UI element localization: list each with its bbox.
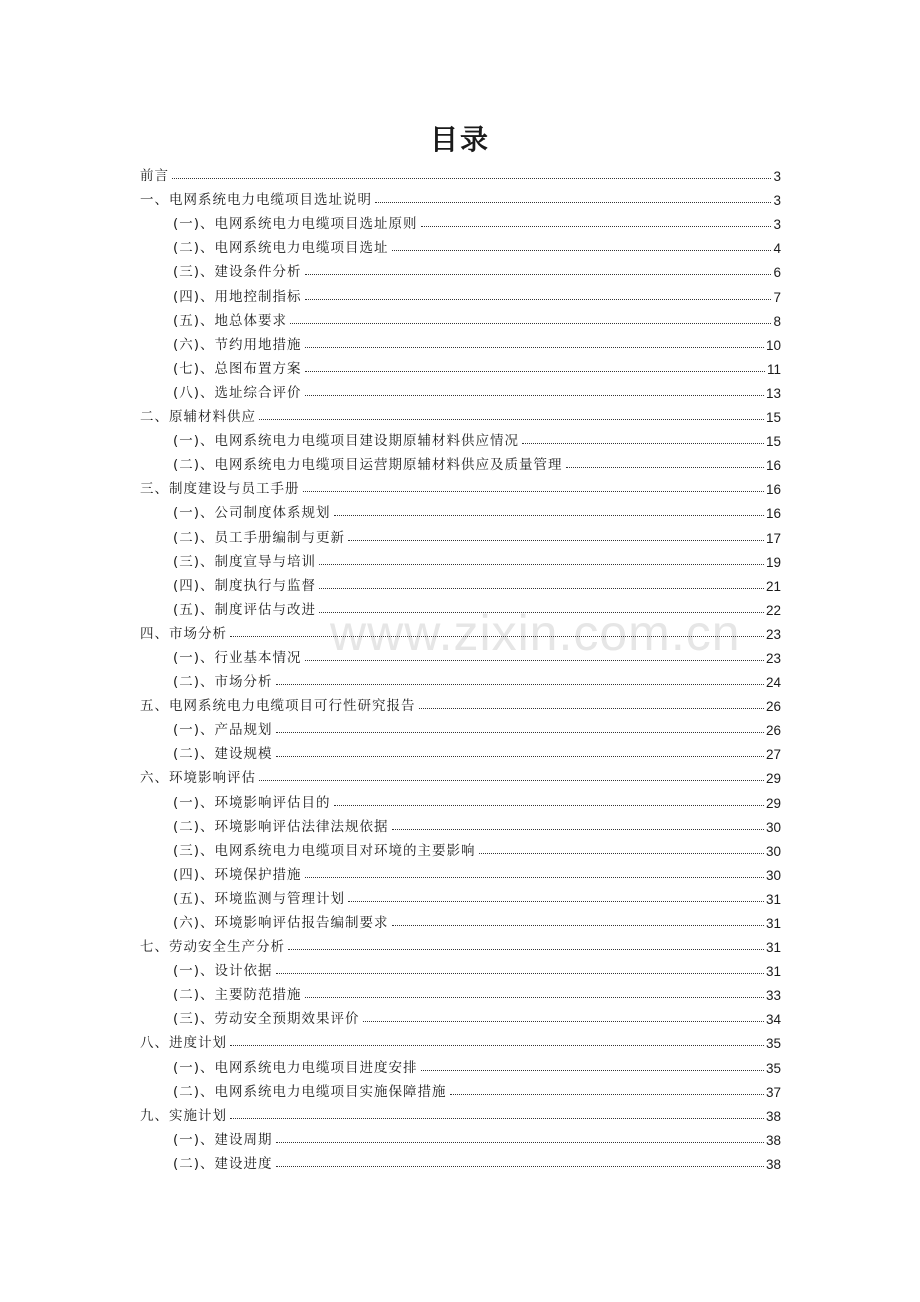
toc-entry[interactable] — [140, 1148, 781, 1172]
toc-entry-label: (二)、建设规模 — [173, 746, 273, 763]
toc-entry[interactable] — [140, 280, 781, 304]
toc-entry[interactable] — [140, 1076, 781, 1100]
toc-entry[interactable] — [140, 473, 781, 497]
toc-page-number: 30 — [765, 867, 781, 883]
toc-entry[interactable] — [140, 979, 781, 1003]
toc-entry-label: (三)、制度宣导与培训 — [173, 553, 317, 570]
toc-leader-dots — [334, 805, 764, 806]
toc-page-number: 22 — [765, 602, 781, 618]
toc-entry[interactable] — [140, 184, 781, 208]
toc-entry-label: (四)、用地控制指标 — [173, 288, 302, 305]
toc-page-number: 24 — [765, 675, 781, 691]
toc-leader-dots — [566, 467, 764, 468]
toc-page-number: 35 — [765, 1060, 781, 1076]
toc-page-number: 31 — [765, 964, 781, 980]
toc-entry-label: (七)、总图布置方案 — [173, 360, 302, 377]
toc-leader-dots — [392, 250, 772, 251]
toc-entry-label: (二)、电网系统电力电缆项目选址 — [173, 240, 389, 257]
toc-leader-dots — [319, 588, 764, 589]
toc-page-number: 16 — [765, 482, 781, 498]
watermark: www.zixin.com.cn — [330, 605, 741, 661]
toc-page-number: 29 — [765, 771, 781, 787]
toc-leader-dots — [303, 491, 764, 492]
toc-entry-label: (一)、电网系统电力电缆项目建设期原辅材料供应情况 — [173, 433, 520, 450]
toc-entry[interactable] — [140, 570, 781, 594]
toc-entry[interactable] — [140, 449, 781, 473]
toc-entry-label: 二、原辅材料供应 — [140, 409, 256, 426]
toc-page-number: 11 — [766, 361, 781, 377]
toc-entry[interactable] — [140, 618, 781, 642]
table-of-contents — [140, 160, 781, 1172]
toc-entry-label: (三)、电网系统电力电缆项目对环境的主要影响 — [173, 842, 476, 859]
toc-entry[interactable] — [140, 1124, 781, 1148]
toc-entry[interactable] — [140, 714, 781, 738]
toc-entry-label: (二)、电网系统电力电缆项目实施保障措施 — [173, 1083, 447, 1100]
toc-page-number: 26 — [765, 723, 781, 739]
toc-leader-dots — [450, 1094, 764, 1095]
toc-entry[interactable] — [140, 690, 781, 714]
toc-entry[interactable] — [140, 642, 781, 666]
toc-entry[interactable] — [140, 377, 781, 401]
toc-page-number: 30 — [765, 819, 781, 835]
toc-entry-label: 三、制度建设与员工手册 — [140, 481, 300, 498]
toc-leader-dots — [419, 708, 764, 709]
toc-entry[interactable] — [140, 160, 781, 184]
toc-entry-label: 前言 — [140, 168, 169, 185]
toc-page-number: 21 — [765, 578, 781, 594]
page-title: 目录 — [429, 123, 490, 156]
toc-leader-dots — [305, 660, 764, 661]
toc-leader-dots — [230, 1045, 764, 1046]
toc-leader-dots — [319, 564, 764, 565]
toc-entry-label: (一)、电网系统电力电缆项目进度安排 — [173, 1059, 418, 1076]
toc-entry[interactable] — [140, 1003, 781, 1027]
toc-entry-label: (一)、产品规划 — [173, 722, 273, 739]
toc-leader-dots — [375, 202, 771, 203]
toc-leader-dots — [421, 226, 772, 227]
toc-entry[interactable] — [140, 1100, 781, 1124]
toc-entry-label: (四)、制度执行与监督 — [173, 577, 317, 594]
toc-entry[interactable] — [140, 594, 781, 618]
toc-entry[interactable] — [140, 521, 781, 545]
toc-leader-dots — [522, 443, 764, 444]
toc-page-number: 37 — [765, 1084, 781, 1100]
toc-entry-label: (四)、环境保护措施 — [173, 866, 302, 883]
toc-leader-dots — [276, 1166, 764, 1167]
toc-entry[interactable] — [140, 762, 781, 786]
toc-entry[interactable] — [140, 353, 781, 377]
toc-entry-label: (二)、主要防范措施 — [173, 987, 302, 1004]
toc-page-number: 8 — [773, 313, 781, 329]
toc-entry-label: 九、实施计划 — [140, 1107, 227, 1124]
toc-leader-dots — [334, 515, 764, 516]
toc-page-number: 6 — [773, 265, 781, 281]
toc-page-number: 13 — [765, 385, 781, 401]
toc-entry-label: 四、市场分析 — [140, 625, 227, 642]
toc-page-number: 31 — [765, 891, 781, 907]
toc-leader-dots — [392, 829, 764, 830]
toc-page-number: 15 — [765, 410, 781, 426]
toc-entry[interactable] — [140, 1027, 781, 1051]
toc-entry-label: (一)、电网系统电力电缆项目选址原则 — [173, 216, 418, 233]
toc-page-number: 30 — [765, 843, 781, 859]
toc-entry-label: 七、劳动安全生产分析 — [140, 939, 285, 956]
toc-page-number: 16 — [765, 458, 781, 474]
toc-entry[interactable] — [140, 208, 781, 232]
toc-entry-label: 一、电网系统电力电缆项目选址说明 — [140, 192, 372, 209]
toc-page-number: 35 — [765, 1036, 781, 1052]
toc-page-number: 34 — [765, 1012, 781, 1028]
toc-leader-dots — [276, 973, 764, 974]
toc-entry[interactable] — [140, 931, 781, 955]
toc-entry[interactable] — [140, 955, 781, 979]
toc-leader-dots — [305, 877, 764, 878]
toc-leader-dots — [305, 997, 764, 998]
toc-leader-dots — [319, 612, 764, 613]
toc-page-number: 4 — [773, 241, 781, 257]
toc-entry-label: (一)、公司制度体系规划 — [173, 505, 331, 522]
toc-entry[interactable] — [140, 425, 781, 449]
toc-page-number: 38 — [765, 1156, 781, 1172]
toc-entry[interactable] — [140, 401, 781, 425]
toc-entry-label: (二)、建设进度 — [173, 1155, 273, 1172]
toc-entry[interactable] — [140, 835, 781, 859]
toc-leader-dots — [363, 1021, 764, 1022]
toc-page-number: 7 — [773, 289, 781, 305]
toc-page-number: 27 — [765, 747, 781, 763]
toc-page-number: 19 — [765, 554, 781, 570]
toc-leader-dots — [305, 299, 772, 300]
toc-leader-dots — [305, 395, 764, 396]
toc-entry-label: (六)、节约用地措施 — [173, 336, 302, 353]
toc-leader-dots — [290, 323, 771, 324]
toc-leader-dots — [305, 274, 772, 275]
toc-entry-label: (六)、环境影响评估报告编制要求 — [173, 915, 389, 931]
toc-entry[interactable] — [140, 786, 781, 810]
toc-entry-label: (三)、劳动安全预期效果评价 — [173, 1011, 360, 1028]
toc-entry[interactable] — [140, 232, 781, 256]
toc-page-number: 29 — [765, 795, 781, 811]
toc-page-number: 23 — [765, 650, 781, 666]
toc-entry-label: (二)、市场分析 — [173, 674, 273, 691]
toc-entry[interactable] — [140, 329, 781, 353]
toc-entry-label: (二)、员工手册编制与更新 — [173, 529, 346, 546]
toc-leader-dots — [348, 540, 764, 541]
toc-leader-dots — [276, 756, 764, 757]
toc-leader-dots — [305, 371, 765, 372]
toc-entry-label: 五、电网系统电力电缆项目可行性研究报告 — [140, 698, 416, 715]
toc-entry-label: (一)、设计依据 — [173, 963, 273, 980]
toc-entry-label: (五)、环境监测与管理计划 — [173, 890, 346, 907]
toc-entry-label: 八、进度计划 — [140, 1035, 227, 1052]
toc-leader-dots — [259, 780, 764, 781]
toc-entry[interactable] — [140, 497, 781, 521]
toc-entry[interactable] — [140, 666, 781, 690]
toc-entry[interactable] — [140, 546, 781, 570]
toc-page-number: 16 — [765, 506, 781, 522]
toc-page-number: 15 — [765, 434, 781, 450]
toc-entry[interactable] — [140, 811, 781, 835]
toc-page-number: 10 — [765, 337, 781, 353]
toc-leader-dots — [259, 419, 764, 420]
toc-leader-dots — [276, 732, 764, 733]
toc-entry-label: (二)、环境影响评估法律法规依据 — [173, 818, 389, 835]
toc-entry-label: (一)、环境影响评估目的 — [173, 794, 331, 811]
toc-entry-label: (一)、建设周期 — [173, 1131, 273, 1148]
toc-leader-dots — [305, 347, 764, 348]
toc-page-number: 31 — [765, 916, 781, 931]
toc-entry[interactable] — [140, 305, 781, 329]
toc-entry-label: (二)、电网系统电力电缆项目运营期原辅材料供应及质量管理 — [173, 457, 563, 474]
toc-leader-dots — [288, 949, 764, 950]
toc-entry-label: (八)、选址综合评价 — [173, 384, 302, 401]
toc-page-number: 3 — [773, 169, 781, 185]
toc-leader-dots — [230, 1118, 764, 1119]
toc-page-number: 3 — [773, 217, 781, 233]
toc-leader-dots — [392, 925, 764, 926]
toc-entry[interactable] — [140, 256, 781, 280]
toc-page-number: 23 — [765, 626, 781, 642]
toc-leader-dots — [276, 1142, 764, 1143]
toc-entry[interactable] — [140, 883, 781, 907]
toc-page-number: 26 — [765, 699, 781, 715]
toc-entry-label: (一)、行业基本情况 — [173, 649, 302, 666]
toc-entry[interactable] — [140, 1051, 781, 1075]
toc-leader-dots — [479, 853, 764, 854]
toc-leader-dots — [421, 1070, 764, 1071]
toc-page-number: 17 — [765, 530, 781, 546]
toc-page-number: 33 — [765, 988, 781, 1004]
toc-entry-label: (三)、建设条件分析 — [173, 264, 302, 281]
toc-page-number: 38 — [765, 1132, 781, 1148]
toc-page-number: 38 — [765, 1108, 781, 1124]
toc-leader-dots — [172, 178, 771, 179]
toc-entry-label: (五)、制度评估与改进 — [173, 601, 317, 618]
toc-entry[interactable] — [140, 738, 781, 762]
toc-entry-label: 六、环境影响评估 — [140, 770, 256, 787]
toc-leader-dots — [348, 901, 764, 902]
toc-leader-dots — [276, 684, 764, 685]
toc-page-number: 31 — [765, 940, 781, 956]
toc-entry-label: (五)、地总体要求 — [173, 312, 288, 329]
toc-entry[interactable] — [140, 907, 781, 931]
toc-leader-dots — [230, 636, 764, 637]
toc-entry[interactable] — [140, 859, 781, 883]
toc-page-number: 3 — [773, 193, 781, 209]
